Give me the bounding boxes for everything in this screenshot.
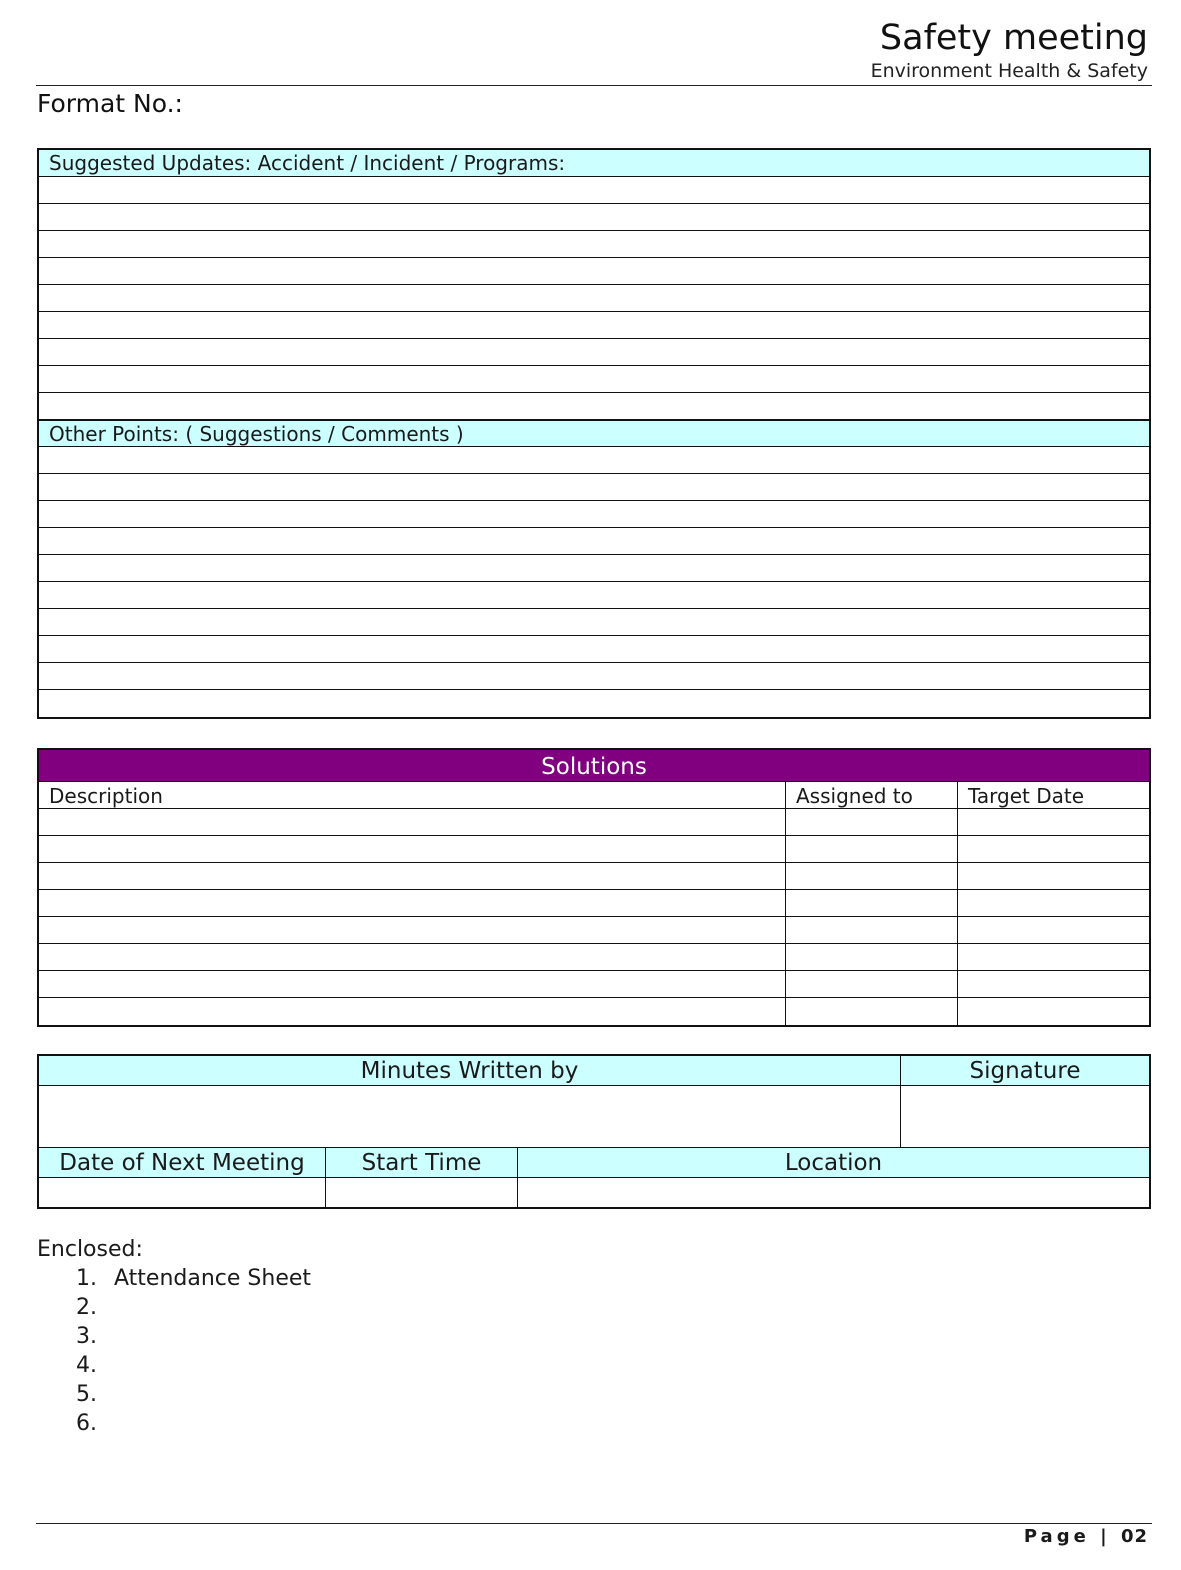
- target-date-cell[interactable]: [958, 863, 1149, 889]
- assigned-to-cell[interactable]: [786, 836, 958, 862]
- notes-table: [37, 148, 1151, 719]
- signature-label: Signature: [969, 1058, 1081, 1084]
- updates-entry-row[interactable]: [39, 339, 1149, 366]
- solutions-entry-row: [39, 917, 1149, 944]
- signature-field[interactable]: [901, 1086, 1149, 1147]
- other-points-entry-row[interactable]: [39, 474, 1149, 501]
- solutions-entry-row: [39, 863, 1149, 890]
- solutions-table: [37, 748, 1151, 1027]
- description-cell[interactable]: [39, 809, 786, 835]
- column-description: Description: [39, 782, 786, 808]
- updates-entry-row[interactable]: [39, 393, 1149, 420]
- target-date-cell[interactable]: [958, 890, 1149, 916]
- other-points-entry-row[interactable]: [39, 447, 1149, 474]
- assigned-to-cell[interactable]: [786, 890, 958, 916]
- other-points-entry-row[interactable]: [39, 663, 1149, 690]
- minutes-written-by-field[interactable]: [39, 1086, 901, 1147]
- format-number-label: Format No.:: [37, 89, 183, 118]
- date-of-next-meeting-field[interactable]: [39, 1178, 326, 1207]
- next-meeting-header-row: [39, 1148, 1149, 1178]
- other-points-heading: Other Points: ( Suggestions / Comments ): [39, 420, 1149, 447]
- updates-entry-row[interactable]: [39, 204, 1149, 231]
- solutions-title: Solutions: [39, 750, 1149, 782]
- minutes-written-by-label: Minutes Written by: [39, 1056, 901, 1085]
- page-number: [1024, 1525, 1148, 1549]
- solutions-rows: [39, 809, 1149, 1025]
- footer-divider: [36, 1523, 1152, 1524]
- enclosed-label: Enclosed:: [37, 1237, 143, 1262]
- location-label: Location: [784, 1150, 883, 1176]
- updates-heading: Suggested Updates: Accident / Incident / Programs:: [39, 150, 1149, 177]
- document-subtitle: Environment Health & Safety: [870, 60, 1148, 82]
- page-number-value: 02: [1120, 1526, 1148, 1547]
- other-points-entry-row[interactable]: [39, 636, 1149, 663]
- updates-entry-row[interactable]: [39, 285, 1149, 312]
- minutes-table: [37, 1054, 1151, 1209]
- assigned-to-cell[interactable]: [786, 998, 958, 1025]
- solutions-entry-row: [39, 998, 1149, 1025]
- location-field[interactable]: [518, 1178, 1149, 1207]
- assigned-to-cell[interactable]: [786, 809, 958, 835]
- solutions-entry-row: [39, 836, 1149, 863]
- assigned-to-cell[interactable]: [786, 971, 958, 997]
- description-cell[interactable]: [39, 863, 786, 889]
- updates-entry-row[interactable]: [39, 177, 1149, 204]
- solutions-header-row: [39, 782, 1149, 809]
- updates-entry-row[interactable]: [39, 231, 1149, 258]
- other-points-rows: [39, 447, 1149, 717]
- target-date-cell[interactable]: [958, 998, 1149, 1025]
- solutions-entry-row: [39, 944, 1149, 971]
- other-points-entry-row[interactable]: [39, 555, 1149, 582]
- document-title: Safety meeting: [879, 18, 1148, 58]
- other-points-entry-row[interactable]: [39, 501, 1149, 528]
- description-cell[interactable]: [39, 836, 786, 862]
- minutes-header-row: [39, 1056, 1149, 1086]
- assigned-to-cell[interactable]: [786, 863, 958, 889]
- next-meeting-entry-row: [39, 1178, 1149, 1207]
- target-date-cell[interactable]: [958, 809, 1149, 835]
- enclosed-item: 5.: [76, 1382, 97, 1407]
- description-cell[interactable]: [39, 944, 786, 970]
- solutions-entry-row: [39, 890, 1149, 917]
- enclosed-item: 2.: [76, 1295, 97, 1320]
- description-cell[interactable]: [39, 917, 786, 943]
- description-cell[interactable]: [39, 890, 786, 916]
- description-cell[interactable]: [39, 971, 786, 997]
- target-date-cell[interactable]: [958, 944, 1149, 970]
- minutes-entry-row: [39, 1086, 1149, 1148]
- updates-entry-row[interactable]: [39, 312, 1149, 339]
- solutions-entry-row: [39, 971, 1149, 998]
- updates-rows: [39, 177, 1149, 420]
- other-points-entry-row[interactable]: [39, 528, 1149, 555]
- page-label: Page: [1023, 1526, 1090, 1547]
- page-separator: |: [1100, 1526, 1111, 1547]
- enclosed-item: 6.: [76, 1411, 97, 1436]
- target-date-cell[interactable]: [958, 917, 1149, 943]
- enclosed-list: [76, 1264, 311, 1438]
- target-date-cell[interactable]: [958, 836, 1149, 862]
- enclosed-item: 3.: [76, 1324, 97, 1349]
- assigned-to-cell[interactable]: [786, 944, 958, 970]
- header-divider: [36, 85, 1152, 86]
- enclosed-item: 1. Attendance Sheet: [76, 1266, 312, 1291]
- updates-entry-row[interactable]: [39, 258, 1149, 285]
- column-assigned-to: Assigned to: [786, 782, 958, 808]
- target-date-cell[interactable]: [958, 971, 1149, 997]
- other-points-entry-row[interactable]: [39, 690, 1149, 717]
- start-time-field[interactable]: [326, 1178, 518, 1207]
- start-time-label: Start Time: [326, 1148, 518, 1177]
- other-points-entry-row[interactable]: [39, 582, 1149, 609]
- solutions-entry-row: [39, 809, 1149, 836]
- assigned-to-cell[interactable]: [786, 917, 958, 943]
- other-points-entry-row[interactable]: [39, 609, 1149, 636]
- description-cell[interactable]: [39, 998, 786, 1025]
- date-of-next-meeting-label: Date of Next Meeting: [39, 1148, 326, 1177]
- enclosed-item: 4.: [76, 1353, 97, 1378]
- updates-entry-row[interactable]: [39, 366, 1149, 393]
- column-target-date: Target Date: [968, 784, 1085, 808]
